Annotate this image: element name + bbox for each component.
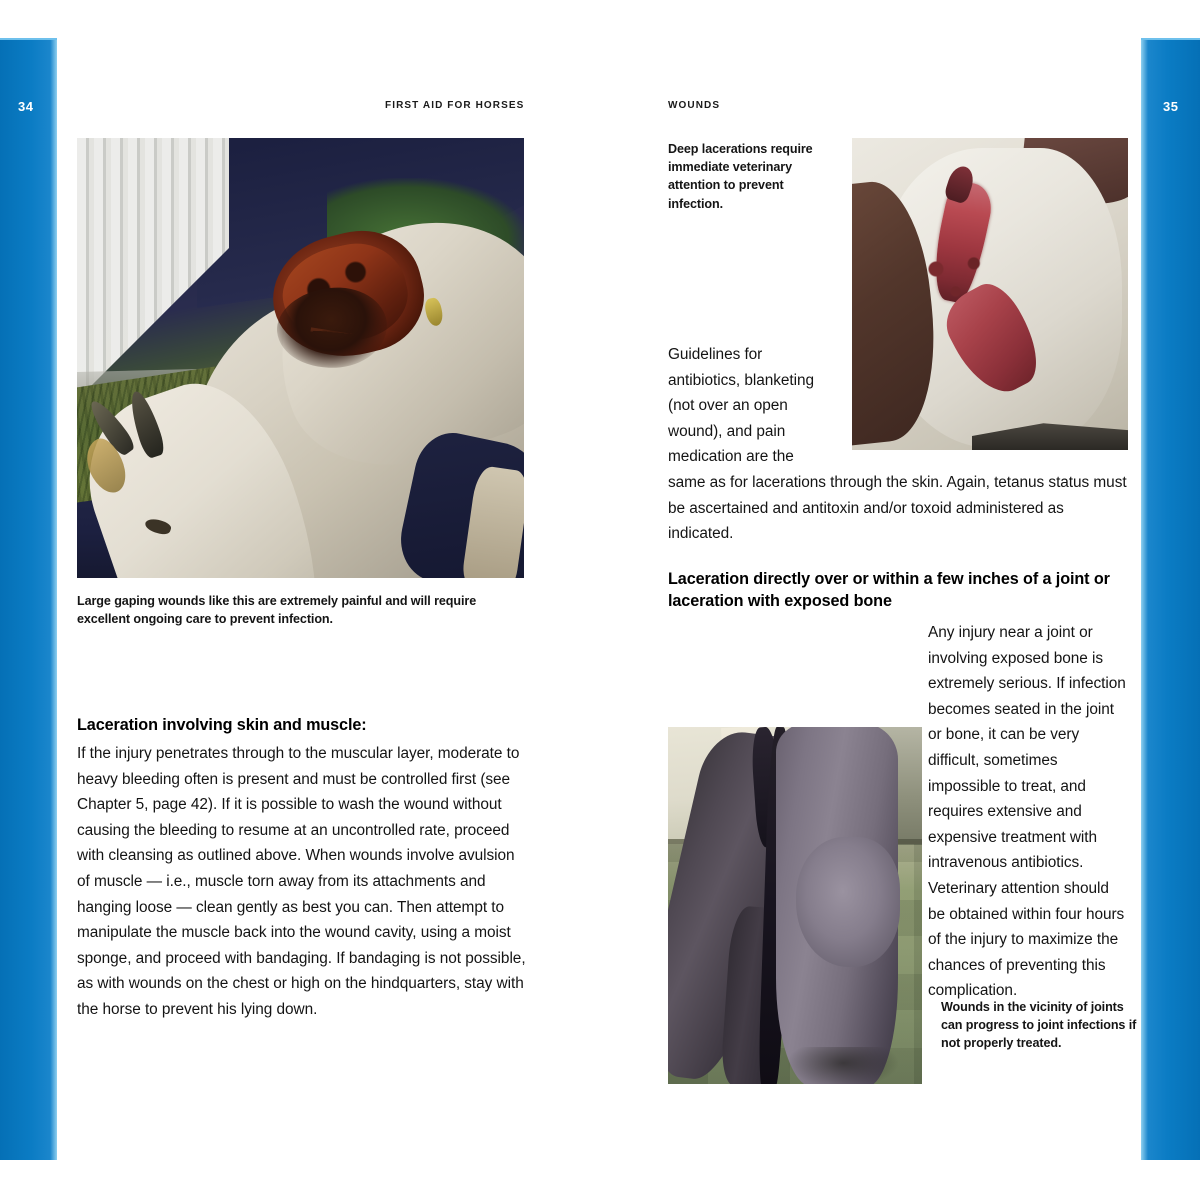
photo-horse-hind-legs	[668, 727, 922, 1084]
guidelines-text: Guidelines for antibiotics, blanketing (not over an open wound), and pain medication are the same as for lacerations through the skin. Again, tetanus status must be ascertained and antitoxin and/or toxoid administered as indicated.	[668, 346, 1127, 543]
right-blue-margin-bar	[1141, 38, 1200, 1160]
subhead-laceration-skin-and-muscle: Laceration involving skin and muscle:	[77, 716, 367, 734]
page-number-verso: 34	[18, 99, 34, 114]
body-guidelines-antibiotics	[668, 342, 1130, 547]
caption-wounds-near-joints: Wounds in the vicinity of joints can progress to joint infections if not properly treated.	[941, 1000, 1137, 1051]
body-laceration-skin-and-muscle: If the injury penetrates through to the muscular layer, moderate to heavy bleeding often is present and must be controlled first (see Chapter 5, page 42). If it is possible to wash the wound without causing the bleeding to resume at an uncontrolled rate, proceed with cleansing as outlined above. When wounds involve avulsion of muscle — i.e., muscle torn away from its attachments and hanging loose — clean gently as best you can. Then attempt to manipulate the muscle back into the wound cavity, using a moist sponge, and proceed with bandaging. If bandaging is not possible, as with wounds on the chest or high on the hindquarters, stay with the horse to prevent his lying down.	[77, 745, 526, 1018]
photo-legs-hoof-shadow	[788, 1047, 898, 1084]
photo-grey-horse-shoulder-wound	[77, 138, 524, 578]
text-wrap-spacer-laceration-photo	[830, 342, 1130, 460]
caption-deep-lacerations: Deep lacerations require immediate veterinary attention to prevent infection.	[668, 142, 813, 211]
subhead-laceration-over-joint: Laceration directly over or within a few inches of a joint or laceration with exposed bone	[668, 570, 1110, 610]
page-number-recto: 35	[1163, 99, 1179, 114]
photo-blood-streaks	[292, 327, 429, 464]
joint-body-text: Any injury near a joint or involving exposed bone is extremely serious. If infection becomes seated in the joint or bone, it can be very difficult, sometimes impossible to treat, and requires extensive and expensive treatment with intravenous antibiotics. Veterinary attention should be obtained within four hours of the injury to maximize the chances of preventing this complication.	[928, 624, 1126, 1000]
photo-laceration-blood-specks	[922, 248, 992, 318]
caption-large-gaping-wounds: Large gaping wounds like this are extremely painful and will require excellent ongoing care to prevent infection.	[77, 594, 477, 627]
running-head-recto: WOUNDS	[668, 100, 721, 111]
photo-horse-hock-swelling	[796, 837, 900, 967]
running-head-verso: FIRST AID FOR HORSES	[385, 100, 525, 111]
left-blue-margin-bar	[0, 38, 57, 1160]
